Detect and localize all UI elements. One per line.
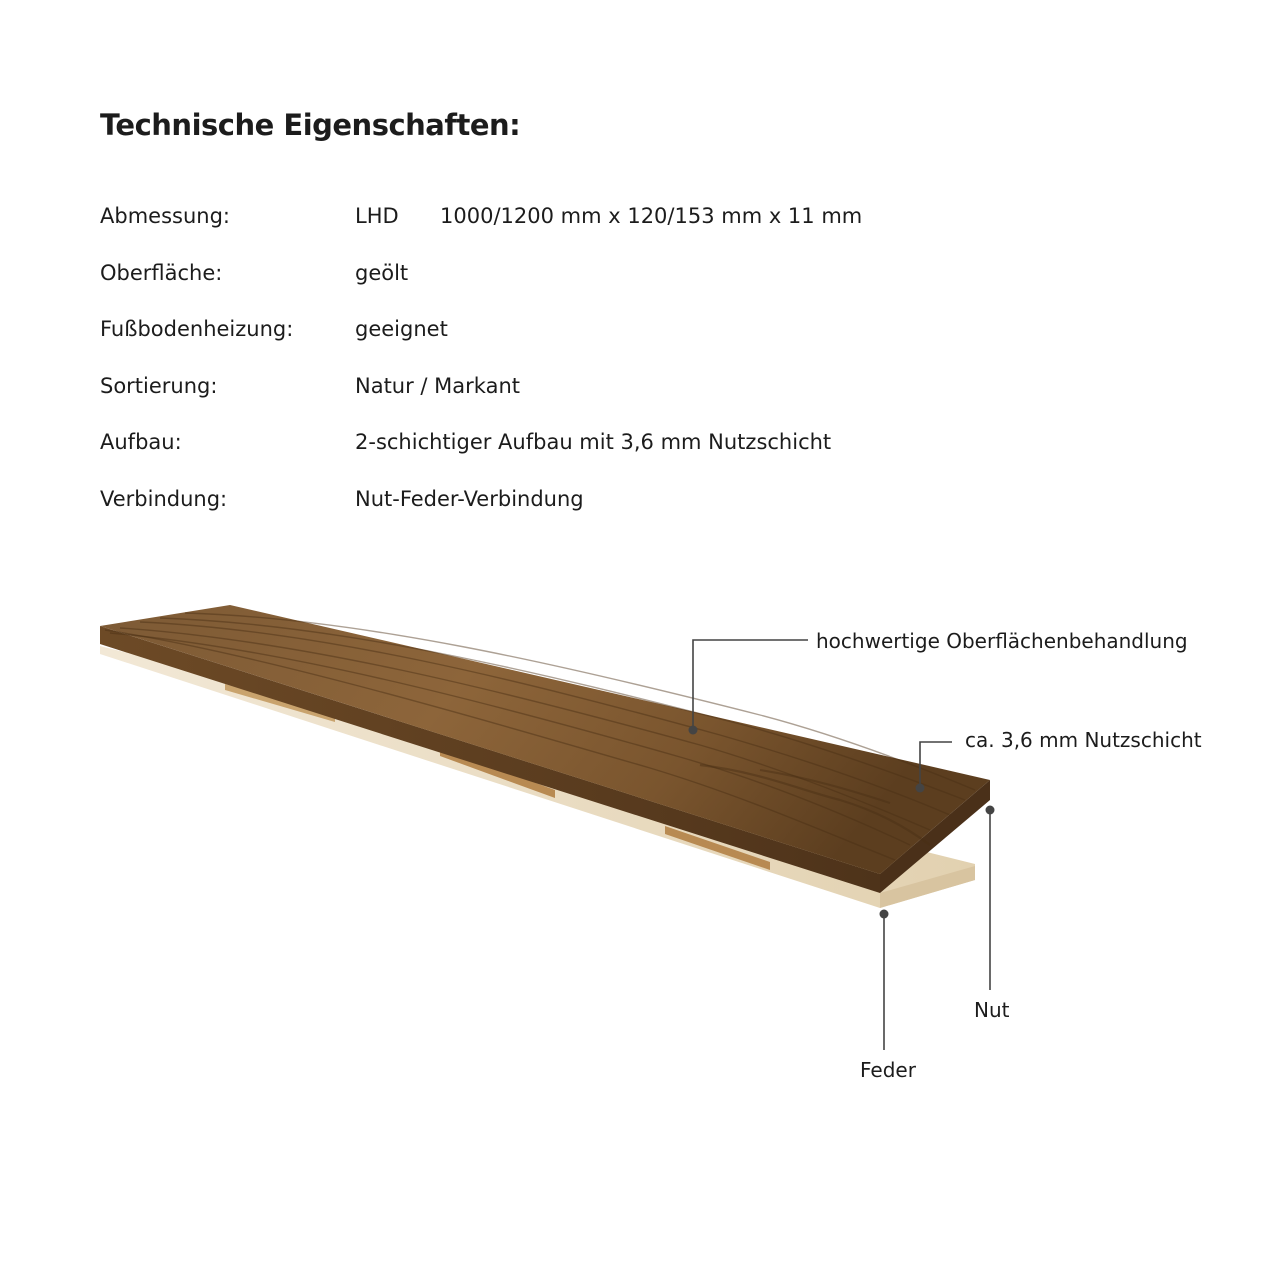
callout-groove: Nut	[974, 998, 1010, 1022]
spec-label: Oberfläche:	[100, 261, 223, 285]
spec-label: Sortierung:	[100, 374, 218, 398]
spec-label: Abmessung:	[100, 204, 230, 228]
spec-label: Verbindung:	[100, 487, 228, 511]
spec-value: 2-schichtiger Aufbau mit 3,6 mm Nutzschicht	[355, 430, 832, 454]
spec-label: Aufbau:	[100, 430, 182, 454]
spec-value: geeignet	[355, 317, 448, 341]
spec-value: Nut-Feder-Verbindung	[355, 487, 584, 511]
page-title: Technische Eigenschaften:	[100, 108, 521, 142]
spec-value: Natur / Markant	[355, 374, 521, 398]
callout-surface-treatment: hochwertige Oberflächenbehandlung	[816, 629, 1188, 653]
spec-value-dimensions: 1000/1200 mm x 120/153 mm x 11 mm	[440, 204, 863, 228]
callout-wear-layer: ca. 3,6 mm Nutzschicht	[965, 728, 1202, 752]
spec-value: geölt	[355, 261, 409, 285]
spec-label: Fußbodenheizung:	[100, 317, 294, 341]
callout-tongue: Feder	[860, 1058, 916, 1082]
spec-value: LHD	[355, 204, 399, 228]
